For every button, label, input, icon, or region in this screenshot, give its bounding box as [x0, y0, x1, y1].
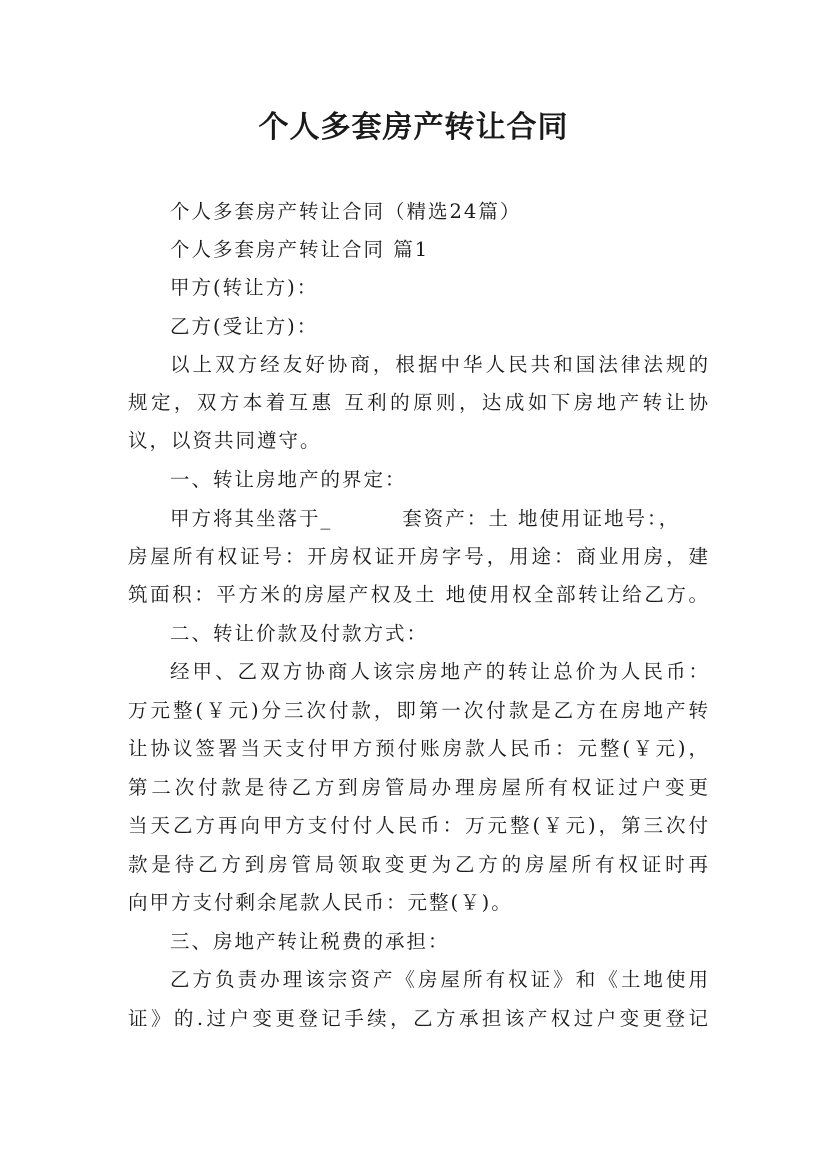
section-heading: 个人多套房产转让合同 篇1	[170, 238, 430, 261]
paragraph-line: 经甲、乙双方协商人该宗房地产的转让总价为人民币：	[170, 660, 708, 683]
paragraph-line: 乙方负责办理该宗资产《房屋所有权证》和《土地使用	[170, 968, 708, 991]
subtitle-line: 个人多套房产转让合同（精选24篇）	[170, 200, 522, 223]
paragraph-line: 房屋所有权证号：开房权证开房字号，用途：商业用房，建	[128, 545, 708, 568]
paragraph-line: 向甲方支付剩余尾款人民币：元整(￥)。	[128, 891, 513, 914]
paragraph-line: 筑面积：平方米的房屋产权及土 地使用权全部转让给乙方。	[128, 583, 708, 606]
clause-heading: 三、房地产转让税费的承担：	[170, 930, 450, 953]
paragraph-line: 款是待乙方到房管局领取变更为乙方的房屋所有权证时再	[128, 853, 708, 876]
asset-text: 套资产：土 地使用证地号：，	[402, 507, 681, 530]
paragraph-line: 第二次付款是待乙方到房管局办理房屋所有权证过户变更	[128, 776, 708, 799]
paragraph-line: 证》的.过户变更登记手续，乙方承担该产权过户变更登记	[128, 1007, 708, 1030]
paragraph-line: 当天乙方再向甲方支付付人民币：万元整(￥元)，第三次付	[128, 814, 708, 837]
paragraph-line: 议，以资共同遵守。	[128, 429, 322, 452]
location-text: 甲方将其坐落于_	[170, 507, 333, 530]
party-a-line: 甲方(转让方)：	[170, 276, 319, 299]
party-b-line: 乙方(受让方)：	[170, 315, 319, 338]
paragraph-line: 规定，双方本着互惠 互利的原则，达成如下房地产转让协	[128, 391, 708, 414]
clause-heading: 二、转让价款及付款方式：	[170, 622, 429, 645]
paragraph-line: 以上双方经友好协商，根据中华人民共和国法律法规的	[170, 353, 708, 376]
paragraph-line	[170, 507, 708, 531]
document-title: 个人多套房产转让合同	[258, 110, 569, 145]
paragraph-line: 让协议签署当天支付甲方预付账房款人民币：元整(￥元)，	[128, 737, 708, 760]
paragraph-line: 万元整(￥元)分三次付款，即第一次付款是乙方在房地产转	[128, 699, 708, 722]
clause-heading: 一、转让房地产的界定：	[170, 468, 407, 491]
